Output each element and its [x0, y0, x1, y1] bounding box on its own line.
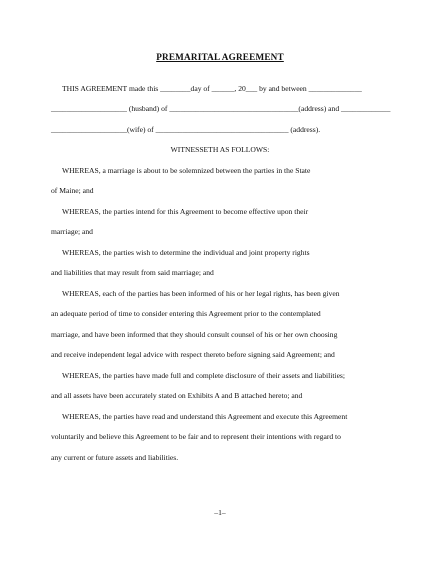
- recital-line-10: and receive independent legal advice with respect thereto before signing said Agreement; and: [51, 350, 335, 359]
- recital-line-14: voluntarily and believe this Agreement to be fair and to represent their intentions with regard to: [51, 432, 341, 441]
- recital-line-11: WHEREAS, the parties have made full and complete disclosure of their assets and liabilities;: [62, 371, 346, 380]
- wife-line: ____________________(wife) of ___________________________________ (address).: [51, 125, 321, 134]
- agreement-intro-line: THIS AGREEMENT made this ________day of ______, 20___ by and between ______________: [62, 84, 362, 93]
- recital-line-3: WHEREAS, the parties intend for this Agreement to become effective upon their: [62, 207, 309, 216]
- recital-line-9: marriage, and have been informed that they should consult counsel of his or her own choosing: [51, 330, 338, 339]
- recital-line-5: WHEREAS, the parties wish to determine the individual and joint property rights: [62, 248, 310, 257]
- recital-line-2: of Maine; and: [51, 186, 94, 195]
- recital-line-6: and liabilities that may result from said marriage; and: [51, 268, 214, 277]
- recital-line-1: WHEREAS, a marriage is about to be solemnized between the parties in the State: [62, 166, 311, 175]
- husband-line: ____________________ (husband) of __________________________________(address) and _____________: [51, 104, 391, 113]
- recital-line-8: an adequate period of time to consider entering this Agreement prior to the contemplated: [51, 309, 321, 318]
- recital-line-13: WHEREAS, the parties have read and understand this Agreement and execute this Agreement: [62, 412, 348, 421]
- document-title: PREMARITAL AGREEMENT: [156, 52, 284, 62]
- recital-line-4: marriage; and: [51, 227, 93, 236]
- recital-line-15: any current or future assets and liabilities.: [51, 453, 179, 462]
- recital-line-12: and all assets have been accurately stated on Exhibits A and B attached hereto; and: [51, 391, 303, 400]
- witnesseth-heading: WITNESSETH AS FOLLOWS:: [170, 145, 270, 154]
- page-number: –1–: [214, 508, 226, 517]
- recital-line-7: WHEREAS, each of the parties has been informed of his or her legal rights, has been given: [62, 289, 340, 298]
